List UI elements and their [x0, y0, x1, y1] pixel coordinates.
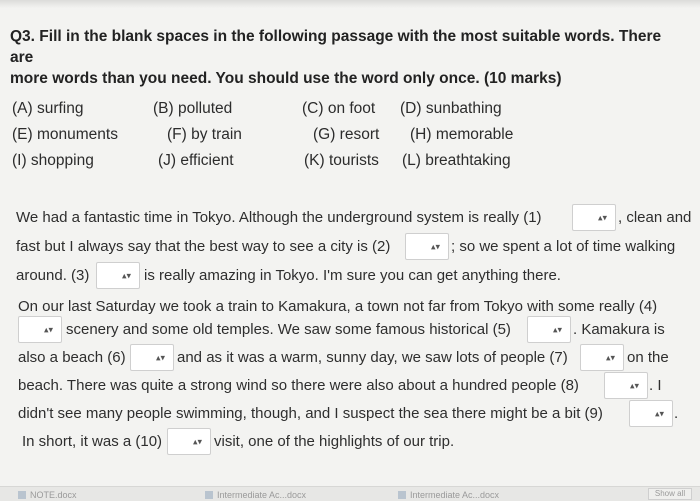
passage-line-9a: In short, it was a (10) — [22, 433, 163, 450]
passage-line-4: On our last Saturday we took a train to Kamakura, a town not far from Tokyo with some really (4) — [18, 298, 658, 315]
option-a: (A) surfing — [12, 100, 84, 117]
option-d: (D) sunbathing — [400, 100, 502, 117]
passage-line-3a: around. (3) — [16, 267, 90, 284]
passage-line-2b: ; so we spent a lot of time walking — [451, 238, 676, 255]
blank-4-select[interactable] — [18, 316, 62, 343]
chevron-updown-icon: ▴▾ — [597, 212, 607, 222]
passage-line-5b: . Kamakura is — [573, 321, 665, 338]
passage-line-9b: visit, one of the highlights of our trip. — [214, 433, 455, 450]
passage-line-8a: didn't see many people swimming, though, and I suspect the sea there might be a bit (9) — [18, 405, 603, 422]
blank-7-select[interactable] — [580, 344, 624, 371]
download-item-1[interactable] — [18, 490, 77, 500]
file-icon — [205, 491, 213, 499]
chevron-updown-icon: ▴▾ — [430, 241, 440, 251]
passage-line-7a: beach. There was quite a strong wind so there were also about a hundred people (8) — [18, 377, 579, 394]
option-i: (I) shopping — [12, 152, 94, 169]
option-j: (J) efficient — [158, 152, 234, 169]
download-item-3-label: Intermediate Ac...docx — [410, 490, 500, 500]
option-b: (B) polluted — [153, 100, 233, 117]
passage-line-1b: , clean and — [618, 209, 692, 226]
option-l: (L) breathtaking — [402, 152, 511, 169]
question-heading — [10, 26, 680, 89]
passage-line-6c: on the — [627, 349, 669, 366]
chevron-updown-icon: ▴▾ — [43, 324, 53, 334]
blank-10-select[interactable] — [167, 428, 211, 455]
passage-line-6a: also a beach (6) — [18, 349, 126, 366]
top-border — [0, 0, 700, 8]
file-icon — [398, 491, 406, 499]
option-h: (H) memorable — [410, 126, 514, 143]
passage-line-7b: . I — [649, 377, 662, 394]
option-k: (K) tourists — [304, 152, 379, 169]
passage-line-6b: and as it was a warm, sunny day, we saw lots of people (7) — [177, 349, 568, 366]
passage-line-8b: . — [674, 405, 679, 422]
chevron-updown-icon: ▴▾ — [654, 408, 664, 418]
passage-line-2a: fast but I always say that the best way to see a city is (2) — [16, 238, 391, 255]
option-c: (C) on foot — [302, 100, 376, 117]
option-g: (G) resort — [313, 126, 380, 143]
option-f: (F) by train — [167, 126, 242, 143]
chevron-updown-icon: ▴▾ — [192, 436, 202, 446]
blank-8-select[interactable] — [604, 372, 648, 399]
blank-2-select[interactable] — [405, 233, 449, 260]
option-e: (E) monuments — [12, 126, 118, 143]
question-line-1: Q3. Fill in the blank spaces in the following passage with the most suitable words. There are — [10, 28, 662, 66]
chevron-updown-icon: ▴▾ — [155, 352, 165, 362]
chevron-updown-icon: ▴▾ — [629, 380, 639, 390]
download-bar — [0, 486, 700, 501]
file-icon — [18, 491, 26, 499]
passage-line-5a: scenery and some old temples. We saw some famous historical (5) — [66, 321, 511, 338]
blank-1-select[interactable] — [572, 204, 616, 231]
blank-3-select[interactable] — [96, 262, 140, 289]
chevron-updown-icon: ▴▾ — [605, 352, 615, 362]
blank-6-select[interactable] — [130, 344, 174, 371]
blank-5-select[interactable] — [527, 316, 571, 343]
download-item-3[interactable] — [398, 490, 499, 500]
passage-line-1a: We had a fantastic time in Tokyo. Although the underground system is really (1) — [16, 209, 542, 226]
download-item-2[interactable] — [205, 490, 306, 500]
download-item-2-label: Intermediate Ac...docx — [217, 490, 307, 500]
question-line-2: more words than you need. You should use the word only once. (10 marks) — [10, 70, 562, 87]
download-item-1-label: NOTE.docx — [30, 490, 77, 500]
passage-line-3b: is really amazing in Tokyo. I'm sure you can get anything there. — [144, 267, 561, 284]
show-all-button[interactable]: Show all — [648, 488, 692, 500]
blank-9-select[interactable] — [629, 400, 673, 427]
chevron-updown-icon: ▴▾ — [121, 270, 131, 280]
chevron-updown-icon: ▴▾ — [552, 324, 562, 334]
